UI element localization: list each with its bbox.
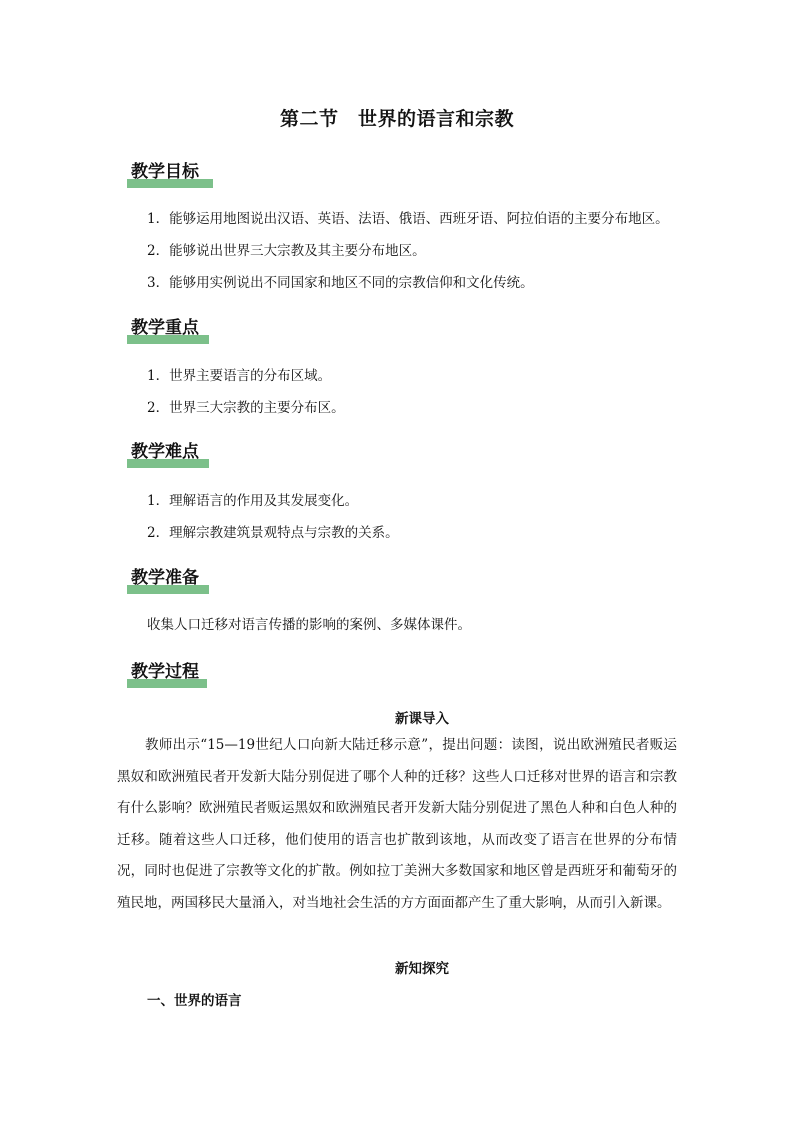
objective-item: 3．能够用实例说出不同国家和地区不同的宗教信仰和文化传统。: [147, 275, 534, 291]
intro-subheading: 新课导入: [395, 711, 449, 727]
section-heading-text: 教学重点: [131, 318, 199, 338]
section-heading-preparation: [127, 566, 209, 596]
difficulty-item: 2．理解宗教建筑景观特点与宗教的关系。: [147, 525, 399, 541]
intro-paragraph: 教师出示“15—19世纪人口向新大陆迁移示意”，提出问题：读图，说出欧洲殖民者贩运黑奴和欧洲殖民者开发新大陆分别促进了哪个人种的迁移？这些人口迁移对世界的语言和宗教有什么影响？欧洲殖民者贩运黑奴和欧洲殖民者开发新大陆分别促进了黑色人种和白色人种的迁移。随着这些人口迁移，他们使用的语言也扩散到该地，从而改变了语言在世界的分布情况，同时也促进了宗教等文化的扩散。例如拉丁美洲大多数国家和地区曾是西班牙和葡萄牙的殖民地，两国移民大量涌入，对当地社会生活的方方面面都产生了重大影响，从而引入新课。: [117, 737, 677, 911]
subsection-heading-languages: 一、世界的语言: [147, 993, 242, 1009]
difficulty-item: 1．理解语言的作用及其发展变化。: [147, 493, 359, 509]
preparation-text: 收集人口迁移对语言传播的影响的案例、多媒体课件。: [147, 617, 471, 633]
key-point-item: 1．世界主要语言的分布区域。: [147, 368, 332, 384]
section-heading-key-points: [127, 316, 209, 346]
objective-item: 2．能够说出世界三大宗教及其主要分布地区。: [147, 243, 426, 259]
key-point-item: 2．世界三大宗教的主要分布区。: [147, 400, 345, 416]
section-heading-text: 教学难点: [131, 442, 199, 462]
section-heading-text: 教学准备: [131, 568, 199, 588]
section-heading-text: 教学过程: [131, 662, 199, 682]
page-title: 第二节 世界的语言和宗教: [279, 108, 514, 130]
section-heading-text: 教学目标: [131, 162, 199, 182]
objective-item: 1．能够运用地图说出汉语、英语、法语、俄语、西班牙语、阿拉伯语的主要分布地区。: [147, 211, 669, 227]
section-heading-process: [127, 660, 207, 690]
section-heading-difficulties: [127, 440, 209, 470]
section-heading-objectives: [127, 160, 213, 190]
explore-subheading: 新知探究: [395, 961, 449, 977]
